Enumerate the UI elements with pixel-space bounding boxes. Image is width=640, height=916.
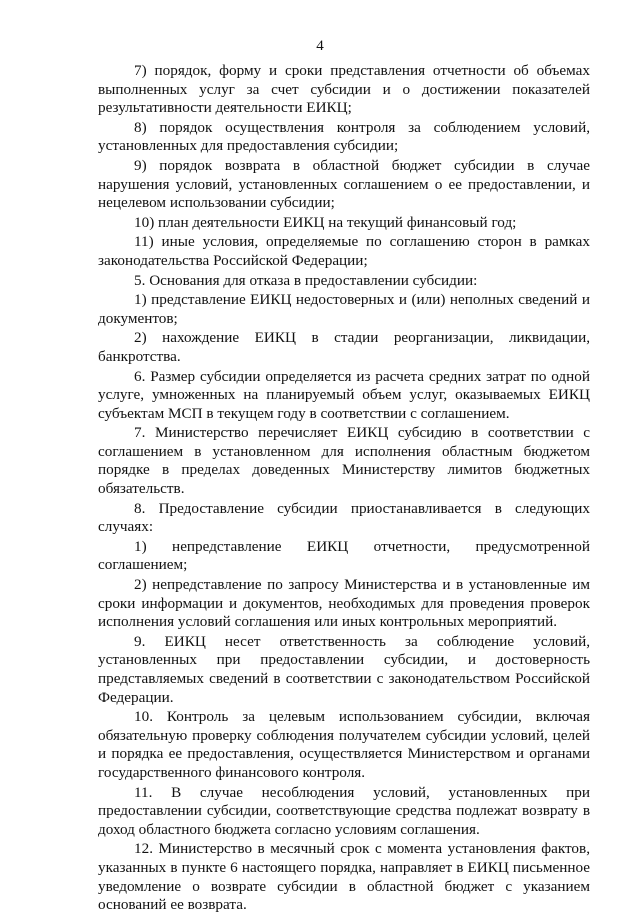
paragraph-section-10: 10. Контроль за целевым использованием субсидии, включая обязательную проверку соблюдения получателем субсидии условий, целей и порядка ее предоставления, осуществляется Министерством и органами государственного финансового контроля. bbox=[98, 708, 590, 781]
paragraph-section-9: 9. ЕИКЦ несет ответственность за соблюдение условий, установленных при предоставлении субсидии, и достоверность представляемых сведений в соответствии с законодательством Российской Федерации. bbox=[98, 632, 590, 706]
paragraph-section-8: 8. Предоставление субсидии приостанавливается в следующих случаях: bbox=[98, 499, 590, 536]
paragraph-section-12: 12. Министерство в месячный срок с момента установления фактов, указанных в пункте 6 настоящего порядка, направляет в ЕИКЦ письменное уведомление о возврате субсидии в областной бюджет с указанием оснований ее возврата. bbox=[98, 840, 590, 914]
document-body bbox=[98, 62, 590, 916]
paragraph-section-8-item-1: 1) непредставление ЕИКЦ отчетности, предусмотренной соглашением; bbox=[98, 537, 590, 574]
paragraph-section-8-item-2: 2) непредставление по запросу Министерства и в установленные им сроки информации и документов, необходимых для проведения проверок исполнения условий соглашения или иных контрольных мероприятий. bbox=[98, 576, 590, 631]
paragraph-section-5-item-2: 2) нахождение ЕИКЦ в стадии реорганизации, ликвидации, банкротства. bbox=[98, 329, 590, 365]
paragraph-item-8: 8) порядок осуществления контроля за соблюдением условий, установленных для предоставления субсидии; bbox=[98, 118, 590, 155]
paragraph-section-5-item-1: 1) представление ЕИКЦ недостоверных и (или) неполных сведений и документов; bbox=[98, 291, 590, 327]
page-number: 4 bbox=[316, 38, 324, 54]
paragraph-section-5: 5. Основания для отказа в предоставлении субсидии: bbox=[134, 271, 478, 289]
paragraph-item-10: 10) план деятельности ЕИКЦ на текущий финансовый год; bbox=[134, 213, 517, 231]
paragraph-section-11: 11. В случае несоблюдения условий, установленных при предоставлении субсидии, соответствующие средства подлежат возврату в доход областного бюджета согласно условиям соглашения. bbox=[98, 783, 590, 838]
paragraph-item-7: 7) порядок, форму и сроки представления отчетности об объемах выполненных услуг за счет субсидии и о достижении показателей результативности деятельности ЕИКЦ; bbox=[98, 62, 590, 117]
paragraph-item-9: 9) порядок возврата в областной бюджет субсидии в случае нарушения условий, установленных соглашением о ее предоставлении, и нецелевом использовании субсидии; bbox=[98, 156, 590, 212]
paragraph-section-6: 6. Размер субсидии определяется из расчета средних затрат по одной услуге, умноженных на планируемый объем услуг, оказываемых ЕИКЦ субъектам МСП в текущем году в соответствии с соглашением. bbox=[98, 367, 590, 422]
paragraph-section-7: 7. Министерство перечисляет ЕИКЦ субсидию в соответствии с соглашением в установленном для исполнения областным бюджетом порядке в пределах доведенных Министерству лимитов бюджетных обязательств. bbox=[98, 424, 590, 498]
paragraph-item-11: 11) иные условия, определяемые по соглашению сторон в рамках законодательства Российской Федерации; bbox=[98, 233, 590, 269]
